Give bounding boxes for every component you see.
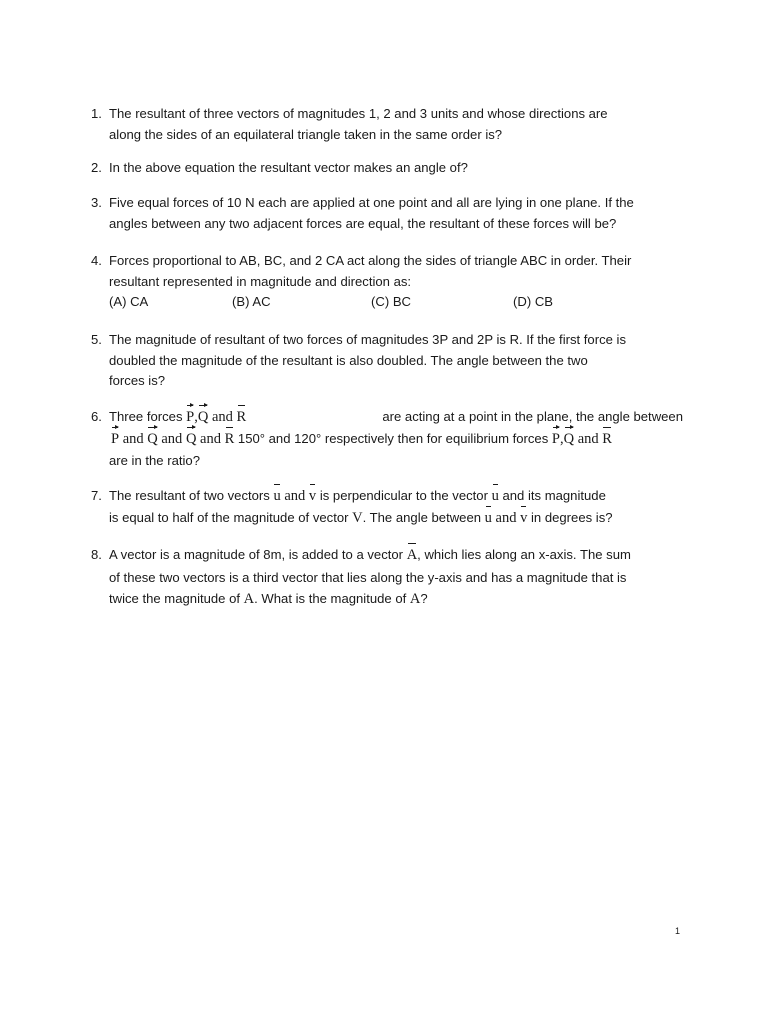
vector-q: Q [564, 429, 574, 450]
vector-u: u [273, 486, 280, 507]
question-7 [91, 485, 691, 529]
vector-u: u [492, 486, 499, 507]
question-text: Five equal forces of 10 N each are applied at one point and all are lying in one plane. If the [109, 195, 634, 210]
vector-v-label: V [352, 510, 363, 526]
vector-q: Q [186, 429, 196, 450]
vector-p: P [186, 407, 194, 428]
question-text: 150° and 120° respectively then for equilibrium forces [237, 431, 549, 446]
vector-v: v [309, 486, 316, 507]
and-text: and [200, 431, 221, 447]
question-text: , which lies along an x-axis. The sum [417, 547, 631, 562]
and-text: and [284, 488, 306, 504]
question-text: . What is the magnitude of [254, 591, 407, 606]
vector-p: P [552, 429, 560, 450]
question-text: is equal to half of the magnitude of vector [109, 510, 349, 525]
question-text: are acting at a point in the plane, the angle between [382, 409, 683, 424]
question-2 [91, 158, 691, 179]
question-text: resultant represented in magnitude and direction as: [109, 273, 412, 289]
question-text: doubled the magnitude of the resultant is also doubled. The angle between the two [109, 352, 588, 368]
option-a: (A) CA [109, 294, 149, 309]
question-text: ? [420, 591, 428, 606]
question-text: angles between any two adjacent forces are equal, the resultant of these forces will be? [109, 215, 617, 231]
question-text: In the above equation the resultant vector makes an angle of? [109, 160, 468, 175]
question-text: twice the magnitude of [109, 591, 241, 606]
vector-a-label: A [409, 591, 421, 607]
and-text: and [161, 431, 183, 447]
question-text: Three forces [109, 409, 183, 424]
question-text: are in the ratio? [109, 453, 200, 468]
question-text: of these two vectors is a third vector that lies along the y-axis and has a magnitude that is [109, 569, 627, 585]
option-c: (C) BC [371, 294, 412, 309]
page-number: 1 [675, 926, 681, 936]
vector-u: u [485, 508, 492, 529]
question-number: 3. [91, 195, 102, 210]
question-text: The magnitude of resultant of two forces of magnitudes 3P and 2P is R. If the first force is [109, 332, 626, 347]
question-text: is perpendicular to the vector [319, 488, 488, 503]
vector-a-label: A [243, 591, 255, 607]
question-text: The resultant of two vectors [109, 488, 270, 503]
and-text: and [211, 409, 233, 425]
and-text: and [495, 510, 517, 526]
answer-options [91, 292, 691, 313]
vector-r: R [225, 429, 235, 450]
question-text: in degrees is? [531, 510, 613, 525]
question-text: forces is? [109, 373, 166, 388]
question-number: 2. [91, 160, 102, 175]
question-8 [91, 544, 691, 611]
vector-a: A [407, 545, 417, 567]
comma: , [194, 409, 198, 425]
question-text: along the sides of an equilateral triangle taken in the same order is? [109, 126, 503, 142]
question-number: 1. [91, 106, 102, 121]
question-number: 6. [91, 409, 102, 424]
question-text: . The angle between [362, 510, 482, 525]
question-number: 7. [91, 488, 102, 503]
and-text: and [122, 431, 144, 447]
question-text: Forces proportional to AB, BC, and 2 CA act along the sides of triangle ABC in order. Their [109, 253, 632, 268]
question-1 [91, 104, 691, 145]
vector-r: R [602, 429, 612, 450]
question-number: 8. [91, 547, 102, 562]
vector-r: R [237, 407, 247, 428]
option-d: (D) CB [513, 294, 554, 309]
question-text: and its magnitude [502, 488, 606, 503]
vector-v: v [520, 508, 527, 529]
question-text: The resultant of three vectors of magnitudes 1, 2 and 3 units and whose directions are [109, 106, 608, 121]
question-number: 4. [91, 253, 102, 268]
option-b: (B) AC [232, 294, 271, 309]
question-text: A vector is a magnitude of 8m, is added to a vector [109, 547, 404, 562]
question-6 [91, 406, 691, 471]
vector-p: P [111, 429, 119, 450]
vector-q: Q [147, 429, 157, 450]
question-4 [91, 251, 691, 313]
question-3 [91, 193, 691, 234]
and-text: and [577, 431, 599, 447]
question-number: 5. [91, 332, 102, 347]
question-5 [91, 330, 691, 392]
vector-q: Q [198, 407, 208, 428]
comma: , [559, 431, 564, 447]
